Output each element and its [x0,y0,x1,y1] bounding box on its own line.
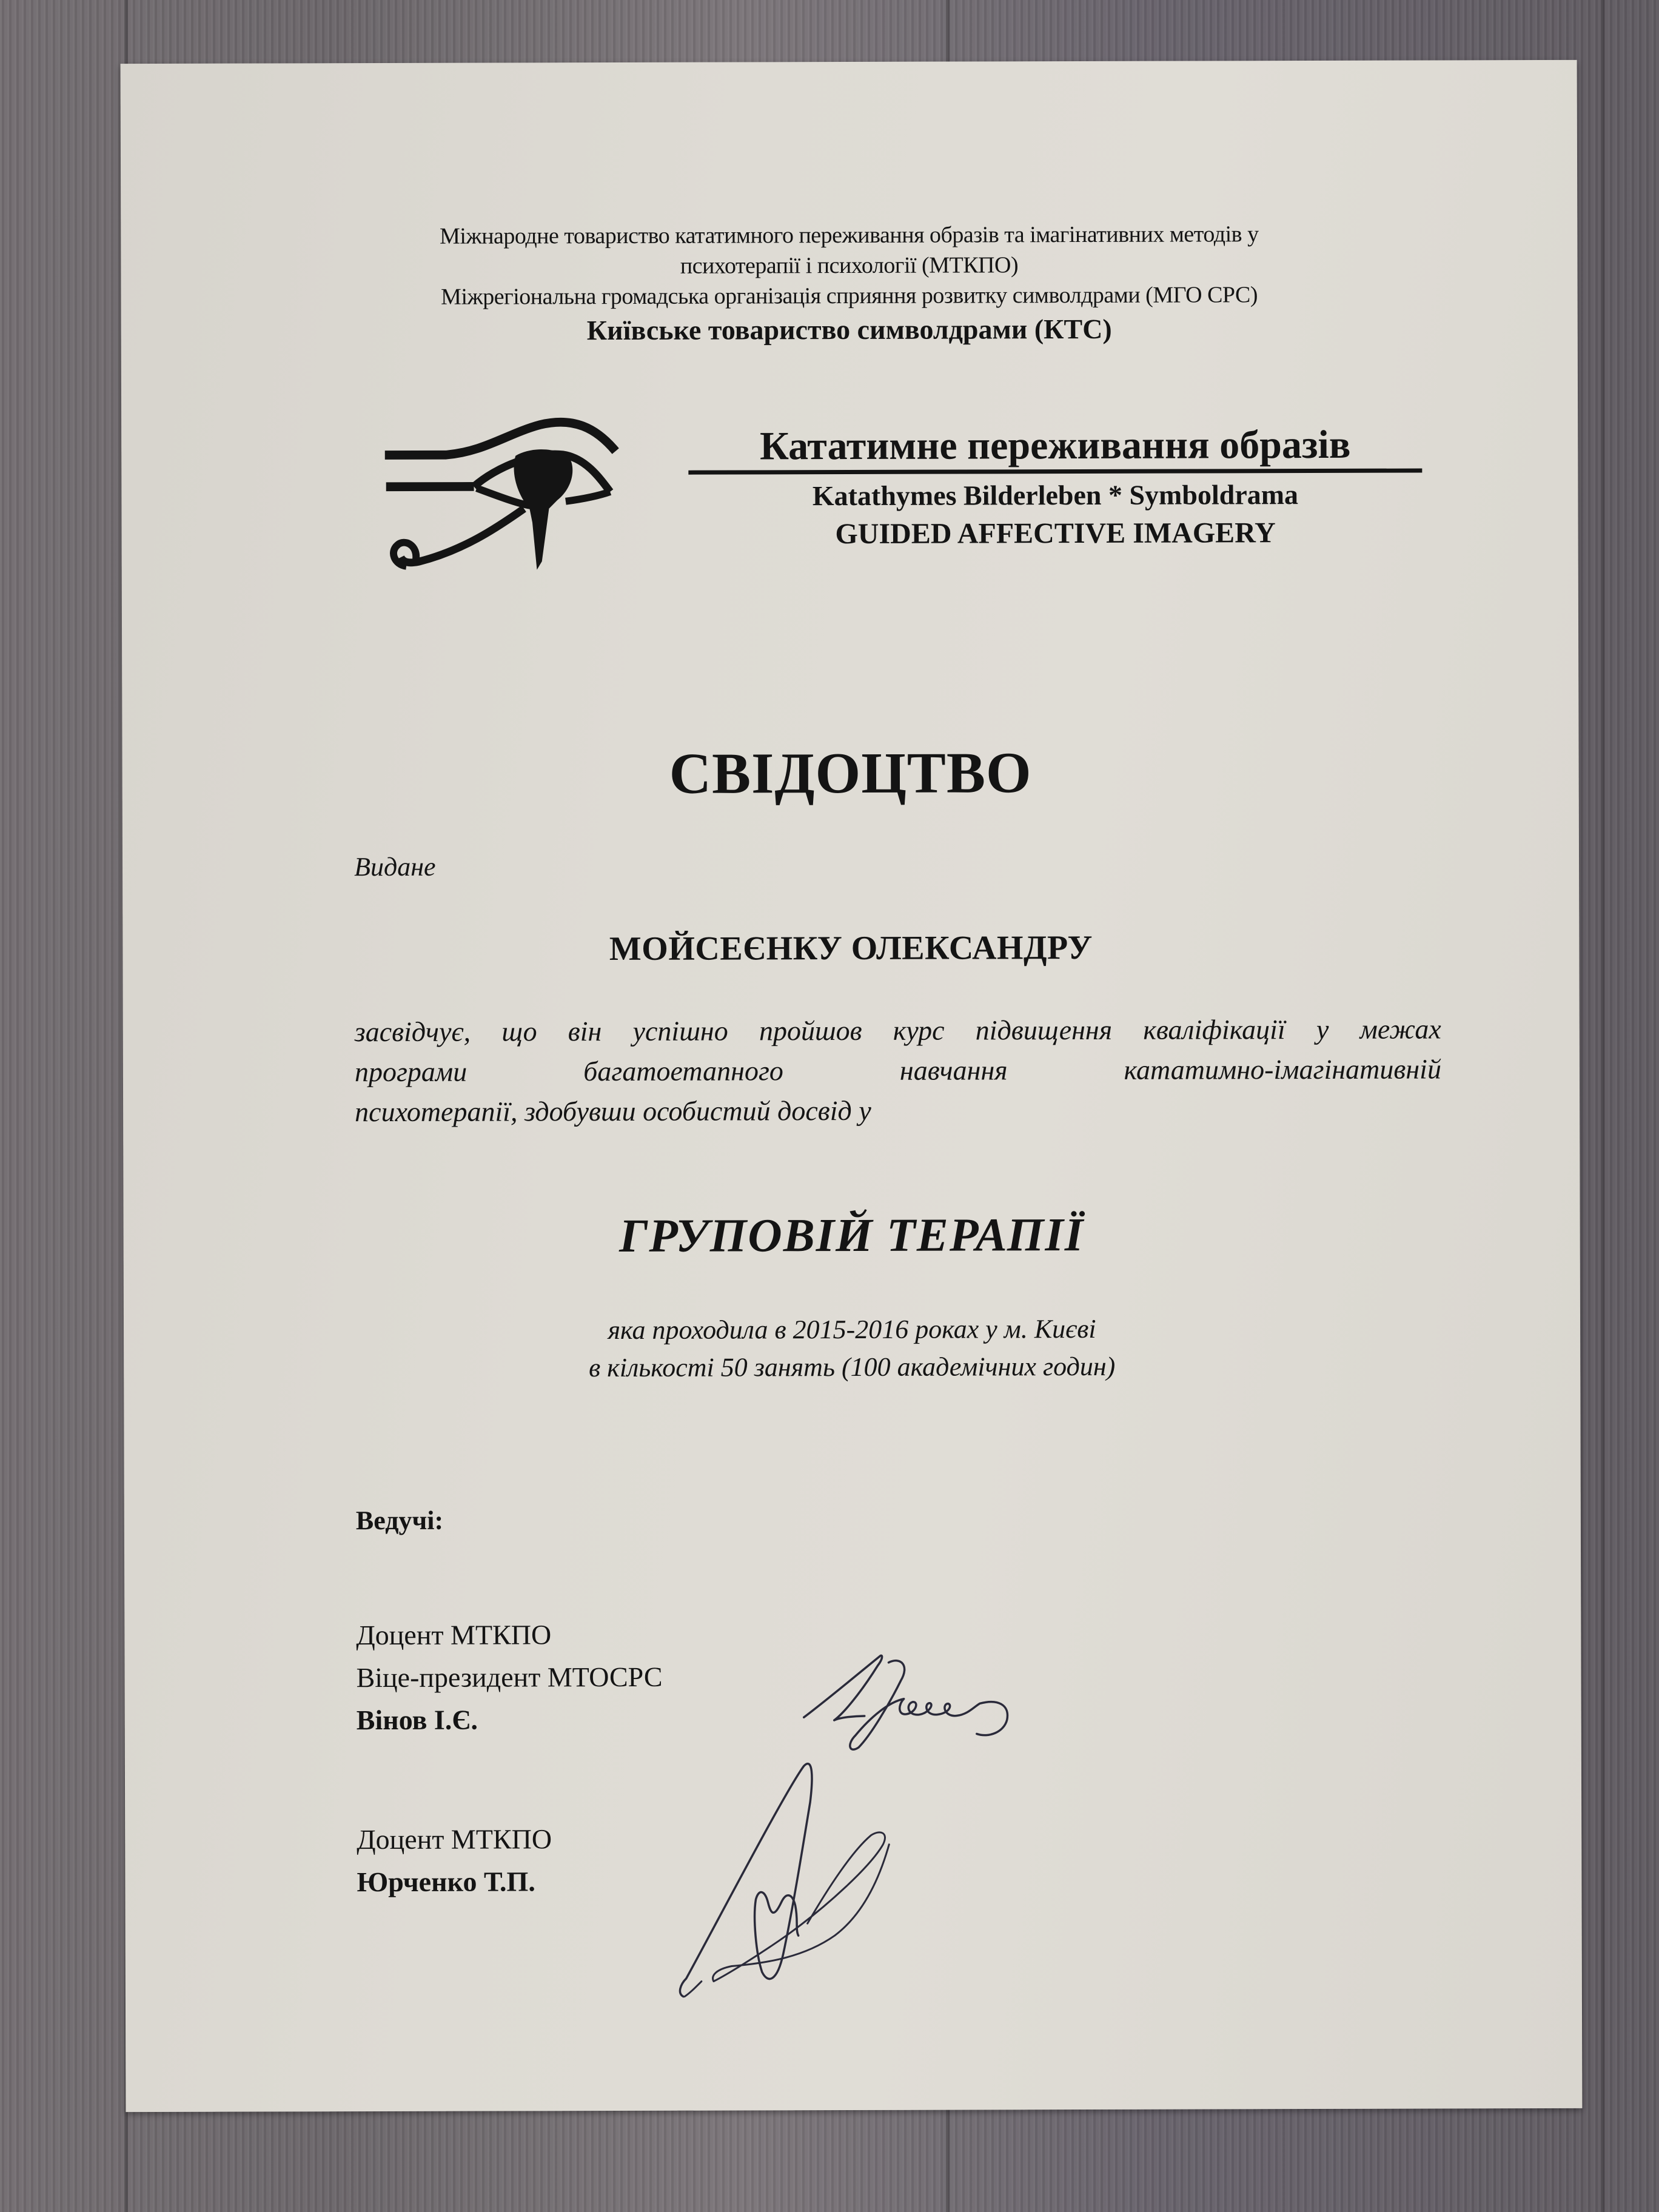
signatory-1 [356,1614,662,1741]
issued-label: Видане [354,851,436,882]
signatory-2-name: Юрченко Т.П. [357,1866,535,1898]
logo-subtitle-english: GUIDED AFFECTIVE IMAGERY [835,517,1276,551]
course-details-line-1: яка проходила в 2015-2016 роках у м. Києві [608,1313,1096,1346]
body-paragraph [355,1009,1442,1132]
logo-title: Кататимне переживання образів [688,421,1422,475]
logo-subtitle-german: Katathymes Bilderleben * Symboldrama [812,479,1299,512]
recipient-name: МОЙСЕЄНКУ ОЛЕКСАНДРУ [609,928,1093,968]
org-line-2: психотерапії і психології (МТКПО) [680,252,1019,279]
signatory-1-title-1: Доцент МТКПО [356,1619,552,1651]
org-line-3: Міжрегіональна громадська організація сприяння розвитку символдрами (МГО СРС) [441,282,1258,310]
signatory-2 [357,1818,552,1903]
org-line-1: Міжнародне товариство кататимного переживання образів та імагінативних методів у [440,221,1259,249]
body-line-1: засвідчує, що він успішно пройшов курс підвищення кваліфікації у межах [354,1013,1441,1048]
course-details-line-2: в кількості 50 занять (100 академічних годин) [589,1351,1116,1383]
certificate-paper [121,60,1583,2112]
eye-of-horus-icon [371,411,632,578]
signature-1-icon [797,1644,1052,1760]
wood-plank-seam [1601,0,1604,2212]
signature-2-icon [646,1754,938,2015]
org-bold-line: Київське товариство символдрами (КТС) [586,313,1112,346]
course-name: ГРУПОВІЙ ТЕРАПІЇ [619,1207,1085,1262]
body-line-3: психотерапії, здобувши особистий досвід у [355,1094,871,1128]
hosts-label: Ведучі: [355,1505,444,1536]
body-line-2: програми багатоетапного навчання кататимно-імагінативній [354,1053,1441,1088]
certificate-title: СВІДОЦТВО [669,740,1032,806]
signatory-1-name: Вінов І.Є. [356,1704,478,1736]
signatory-2-title-1: Доцент МТКПО [357,1823,552,1855]
signatory-1-title-2: Віце-президент МТОСРС [356,1661,663,1694]
